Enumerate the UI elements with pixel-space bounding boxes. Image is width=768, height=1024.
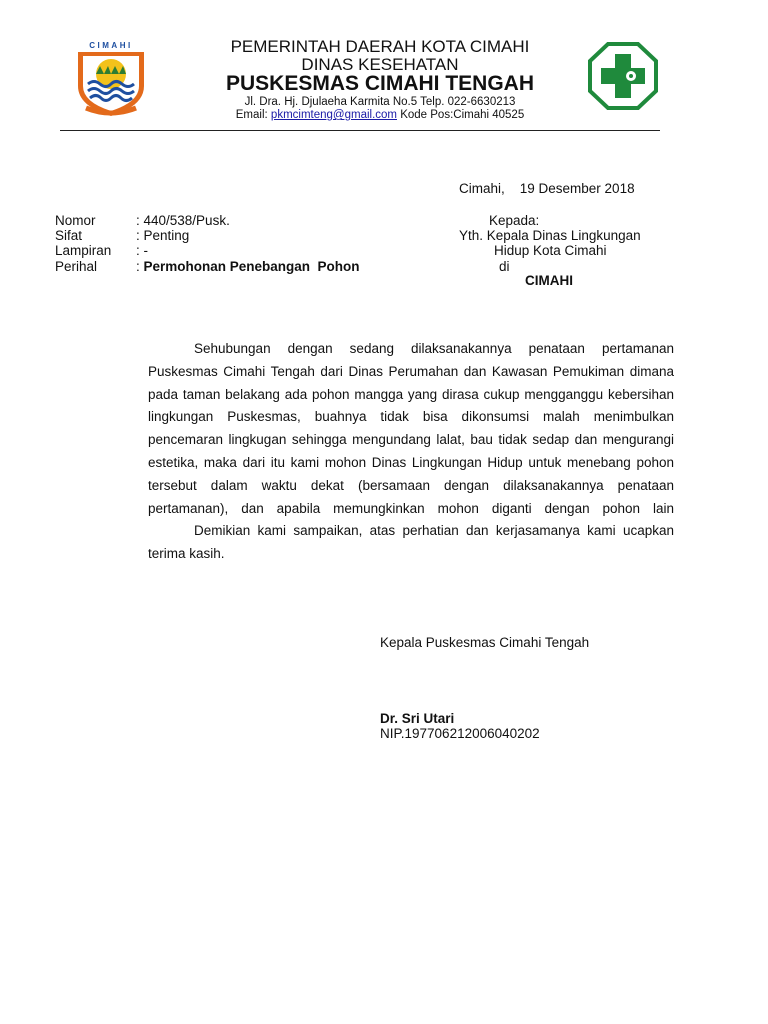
cimahi-emblem-logo xyxy=(68,40,154,118)
recipient-line1: Yth. Kepala Dinas Lingkungan xyxy=(459,228,641,243)
recipient-di: di xyxy=(499,259,510,274)
letterhead-contact xyxy=(160,109,600,121)
letterhead-department: DINAS KESEHATAN xyxy=(301,55,459,74)
signature-nip: NIP.197706212006040202 xyxy=(380,726,540,741)
recipient-city: CIMAHI xyxy=(525,273,573,288)
perihal-label: Perihal xyxy=(55,259,98,274)
letterhead-divider xyxy=(60,130,660,131)
perihal-value: Permohonan Penebangan Pohon xyxy=(143,259,360,274)
letter-date: Cimahi, 19 Desember 2018 xyxy=(459,181,635,196)
perihal-line xyxy=(136,259,360,274)
body-paragraph-1: Sehubungan dengan sedang dilaksanakannya penataan pertamanan Puskesmas Cimahi Tengah dari Dinas Perumahan dan Kawasan Pemukiman dimana pada taman belakang ada pohon mangga yang dirasa cukup mengganggu kebersihan lingkungan Puskesmas, buahnya tidak bisa dikonsumsi malah menimbulkan pencemaran lingkugan sehingga mengundang lalat, bau tidak sedap dan mengurangi estetika, maka dari itu kami mohon Dinas Lingkungan Hidup untuk menebang pohon tersebut dalam waktu dekat (bersamaan dengan dilaksanakannya penataan pertamanan), dan apabila memungkinkan mohon diganti dengan pohon lain xyxy=(148,341,674,516)
letterhead-address: Jl. Dra. Hj. Djulaeha Karmita No.5 Telp. 022-6630213 xyxy=(244,96,516,108)
lampiran-value: : - xyxy=(136,243,148,258)
lampiran-label: Lampiran xyxy=(55,243,112,258)
signature-name: Dr. Sri Utari xyxy=(380,711,455,726)
email-label: Email: xyxy=(235,109,268,121)
nomor-label: Nomor xyxy=(55,213,96,228)
sifat-value: : Penting xyxy=(136,228,190,243)
letter-body xyxy=(148,338,674,566)
letterhead-government: PEMERINTAH DAERAH KOTA CIMAHI xyxy=(230,37,530,56)
postal-code: Kode Pos:Cimahi 40525 xyxy=(400,109,525,121)
letterhead-institution: PUSKESMAS CIMAHI TENGAH xyxy=(225,72,535,95)
recipient-line2: Hidup Kota Cimahi xyxy=(494,243,607,258)
signature-title: Kepala Puskesmas Cimahi Tengah xyxy=(380,635,590,650)
logo-city-name: CIMAHI xyxy=(89,41,133,50)
body-paragraph-2: Demikian kami sampaikan, atas perhatian dan kerjasamanya kami ucapkan terima kasih. xyxy=(148,523,674,562)
recipient-kepada: Kepada: xyxy=(489,213,540,228)
nomor-value: : 440/538/Pusk. xyxy=(136,213,230,228)
perihal-colon: : xyxy=(136,259,144,274)
sifat-label: Sifat xyxy=(55,228,83,243)
email-link[interactable]: pkmcimteng@gmail.com xyxy=(270,109,397,121)
